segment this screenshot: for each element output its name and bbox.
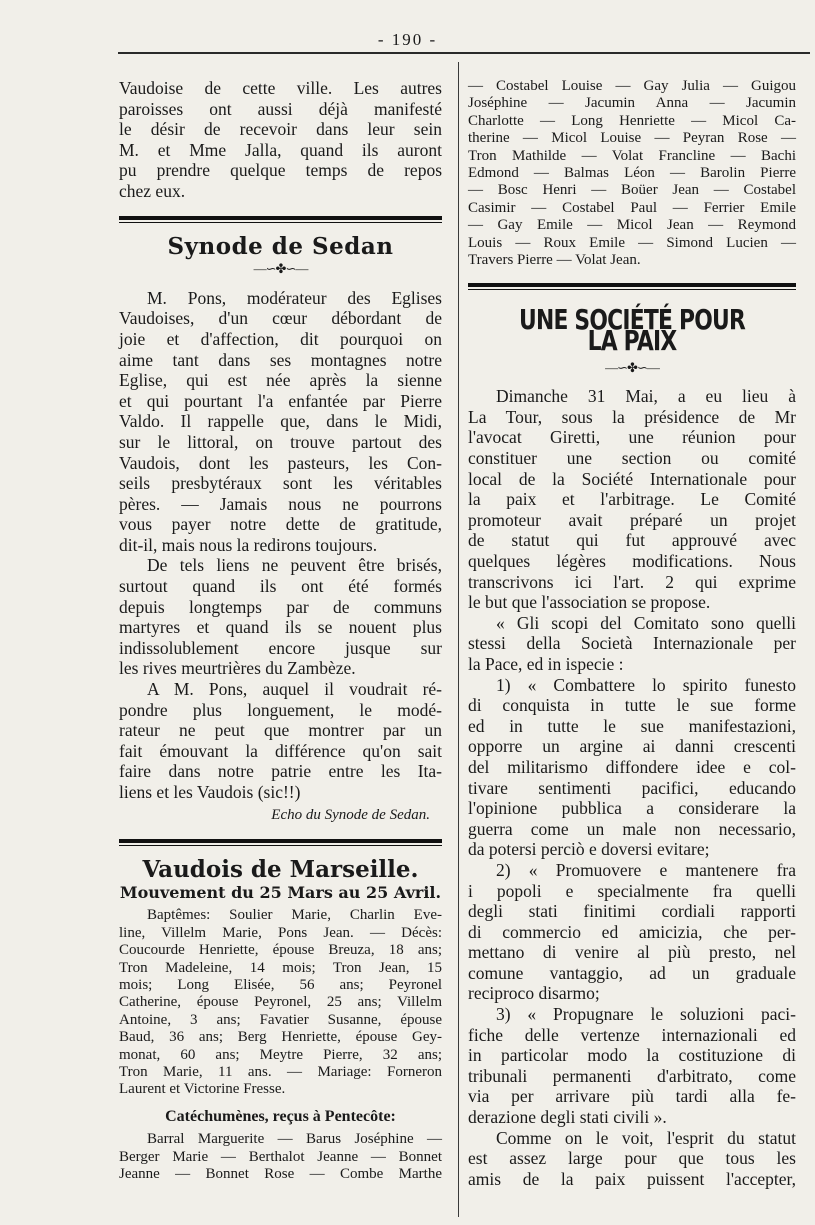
text-line: chez eux. [119, 180, 186, 201]
text-line: 1) « Combattere lo spirito funesto [496, 674, 796, 695]
text-line: — Bosc Henri — Boüer Jean — Costabel [468, 182, 796, 199]
text-line: paroisses ont aussi déjà manifesté [119, 98, 442, 119]
paix-paragraph-5 [468, 1004, 796, 1128]
section-separator [119, 216, 442, 223]
text-line: monat, 60 ans; Meytre Pierre, 32 ans; [119, 1046, 442, 1063]
text-line: M. Pons, modérateur des Eglises [147, 287, 442, 308]
page-number: - 190 - [377, 30, 438, 49]
text-line: fiche delle vertenze internazionali ed [468, 1024, 796, 1045]
text-line: Joséphine — Jacumin Anna — Jacumin [468, 95, 796, 112]
text-line: Catherine, épouse Peyronel, 25 ans; Villelm [119, 994, 442, 1011]
left-column [119, 78, 442, 1184]
text-line: Comme on le voit, l'esprit du statut [496, 1127, 796, 1148]
column-divider [458, 62, 459, 1217]
text-line: Vaudois, dont les pasteurs, les Con- [119, 452, 442, 473]
text-line: liens et les Vaudois (sic!!) [119, 782, 301, 802]
text-line: line, Villelm Marie, Pons Jean. — Décès: [119, 924, 442, 941]
sedan-heading: Synode de Sedan [167, 232, 394, 260]
catechumens-heading: Catéchumènes, reçus à Pentecôte: [165, 1107, 396, 1125]
text-line: da potersi perciò e doversi evitare; [468, 839, 710, 860]
text-line: i popoli e specialmente fra quelli [468, 880, 796, 901]
text-line: derazione degli stati civili ». [468, 1107, 667, 1128]
text-line: Vaudoises, d'un cœur débordant de [119, 308, 442, 329]
header-rule [118, 52, 810, 54]
text-line: Tron Marie, 11 ans. — Mariage: Forneron [119, 1064, 442, 1081]
text-line: de statut qui fut approuvé avec [468, 530, 796, 551]
sedan-source: Echo du Synode de Sedan. [271, 806, 430, 823]
text-line: — Gay Emile — Micol Jean — Reymond [468, 217, 796, 234]
marseille-subheading: Mouvement du 25 Mars au 25 Avril. [119, 882, 442, 902]
text-line: constituer une section ou comité [468, 448, 796, 469]
text-line: sur le littoral, on trouve partout des [119, 431, 442, 452]
text-line: pondre plus longuement, le modé- [119, 699, 442, 720]
text-line: reciproco disarmo; [468, 983, 600, 1004]
text-line: les rives meurtrières du Zambèze. [119, 658, 356, 679]
text-line: indissolublement encore jusque sur [119, 637, 442, 658]
text-line: Laurent et Victorine Fresse. [119, 1081, 286, 1098]
catechumens-list-continued [468, 78, 796, 269]
text-line: le but que l'association se propose. [468, 592, 711, 613]
marseille-heading: Vaudois de Marseille. [142, 856, 419, 884]
text-line: la Pace, ed in ispecie : [468, 653, 624, 674]
text-line: amis de la paix puissent l'accepter, [468, 1168, 796, 1189]
text-line: mettano di venire al più presto, nel [468, 942, 796, 963]
text-line: Dimanche 31 Mai, a eu lieu à [496, 386, 796, 407]
sedan-paragraph-1 [119, 288, 442, 556]
intro-paragraph [119, 78, 442, 202]
text-line: Louis — Roux Emile — Simond Lucien — [468, 234, 796, 251]
text-line: seils presbytéraux sont les véritables [119, 473, 442, 494]
text-line: Valdo. Il rappelle que, dans le Midi, [119, 411, 442, 432]
text-line: dit-il, mais nous la redirons toujours. [119, 534, 378, 555]
marseille-register [119, 907, 442, 1098]
section-separator [119, 839, 442, 846]
text-line: martyres et quand ils se nouent plus [119, 617, 442, 638]
text-line: Jeanne — Bonnet Rose — Combe Marthe [119, 1166, 442, 1183]
text-line: mois; Long Elisée, 56 ans; Peyronel [119, 977, 442, 993]
text-line: comune vantaggio, ad un graduale [468, 962, 796, 983]
text-line: l'avocat Giretti, une réunion pour [468, 427, 796, 448]
text-line: quelques légères modifications. Nous [468, 551, 796, 571]
text-line: opporre un argine ai danni crescenti [468, 736, 796, 757]
text-line: Eglise, qui est née après la sienne [119, 370, 442, 391]
paix-heading: UNE SOCIÉTÉ POUR LA PAIX [519, 303, 745, 358]
text-line: stessi della Società Internazionale per [468, 633, 796, 654]
text-line: Barral Marguerite — Barus Joséphine — [147, 1131, 442, 1148]
paix-paragraph-3 [468, 675, 796, 860]
text-line: M. et Mme Jalla, quand ils auront [119, 139, 442, 160]
text-line: Charlotte — Long Henriette — Micol Ca- [468, 112, 796, 129]
text-line: pères. — Jamais nous ne pourrons [119, 493, 442, 514]
text-line: Tron Mathilde — Volat Francline — Bachi [468, 147, 796, 164]
text-line: tribunali permanenti d'arbitrato, come [468, 1065, 796, 1086]
text-line: De tels liens ne peuvent être brisés, [147, 555, 442, 576]
text-line: del militarismo diffondere idee e col- [468, 756, 796, 777]
text-line: Antoine, 3 ans; Favatier Susanne, épouse [119, 1011, 442, 1028]
text-line: Berger Marie — Berthalot Jeanne — Bonnet [119, 1148, 442, 1165]
text-line: est assez large pour que tous les [468, 1148, 796, 1169]
text-line: 3) « Propugnare le soluzioni paci- [496, 1004, 796, 1025]
text-line: — Costabel Louise — Gay Julia — Guigou [468, 78, 796, 94]
text-line: promoteur avait préparé un projet [468, 509, 796, 530]
ornament-divider: —∽✤∽— [253, 261, 308, 277]
paix-paragraph-2 [468, 613, 796, 675]
text-line: le désir de recevoir dans leur sein [119, 119, 442, 140]
text-line: vous payer notre dette de gratitude, [119, 514, 442, 535]
ornament-divider: —∽✤∽— [605, 359, 659, 375]
text-line: aime tant dans ses montagnes notre [119, 349, 442, 370]
text-line: Casimir — Costabel Paul — Ferrier Emile [468, 199, 796, 216]
text-line: degli stati finitimi cordiali rapporti [468, 901, 796, 922]
text-line: ed in tutte le sue manifestazioni, [468, 715, 796, 736]
text-line: di conquista in tutte le sue forme [468, 695, 796, 716]
text-line: surtout quand ils ont été formés [119, 576, 442, 597]
text-line: di commercio ed amicizia, che per- [468, 921, 796, 942]
text-line: l'opinione pubblica a considerare la [468, 798, 796, 819]
text-line: La Tour, sous la présidence de Mr [468, 406, 796, 427]
catechumens-list [119, 1131, 442, 1183]
text-line: Vaudoise de cette ville. Les autres [119, 78, 442, 98]
text-line: A M. Pons, auquel il voudrait ré- [147, 679, 442, 700]
text-line: tivare sentimenti pacifici, educando [468, 777, 796, 798]
text-line: joie et d'affection, dit pourquoi on [119, 328, 442, 349]
text-line: in particolar modo la costituzione di [468, 1045, 796, 1066]
text-line: Baptêmes: Soulier Marie, Charlin Eve- [147, 907, 442, 924]
sedan-paragraph-2 [119, 555, 442, 679]
text-line: Tron Madeleine, 14 mois; Tron Jean, 15 [119, 959, 442, 976]
text-line: therine — Micol Louise — Peyran Rose — [468, 130, 796, 147]
text-line: via per arrivare più tardi alla fe- [468, 1086, 796, 1107]
text-line: « Gli scopi del Comitato sono quelli [496, 612, 796, 633]
text-line: et qui pourtant l'a enfantée par Pierre [119, 390, 442, 411]
text-line: Coucourde Henriette, épouse Breuza, 18 ans; [119, 942, 442, 959]
section-separator [468, 283, 796, 290]
text-line: local de la Société Internationale pour [468, 468, 796, 489]
text-line: pu prendre quelque temps de repos [119, 160, 442, 181]
paix-paragraph-6 [468, 1128, 796, 1190]
right-column [468, 78, 796, 1189]
text-line: Travers Pierre — Volat Jean. [468, 252, 641, 269]
text-line: fait émouvant la différence qu'on sait [119, 740, 442, 761]
text-line: rateur ne peut que montrer par un [119, 720, 442, 741]
text-line: 2) « Promuovere e mantenere fra [496, 859, 796, 880]
paix-paragraph-1 [468, 386, 796, 613]
paix-paragraph-4 [468, 860, 796, 1004]
text-line: guerra come un male non necessario, [468, 818, 796, 839]
text-line: la paix et l'arbitrage. Le Comité [468, 489, 796, 510]
text-line: depuis longtemps par de communs [119, 596, 442, 617]
text-line: Edmond — Balmas Léon — Barolin Pierre [468, 165, 796, 182]
text-line: Baud, 36 ans; Berg Henriette, épouse Gey- [119, 1029, 442, 1046]
text-line: faire dans notre patrie entre les Ita- [119, 761, 442, 782]
sedan-paragraph-3 [119, 679, 442, 803]
text-line: transcrivons ici l'art. 2 qui exprime [468, 571, 796, 592]
